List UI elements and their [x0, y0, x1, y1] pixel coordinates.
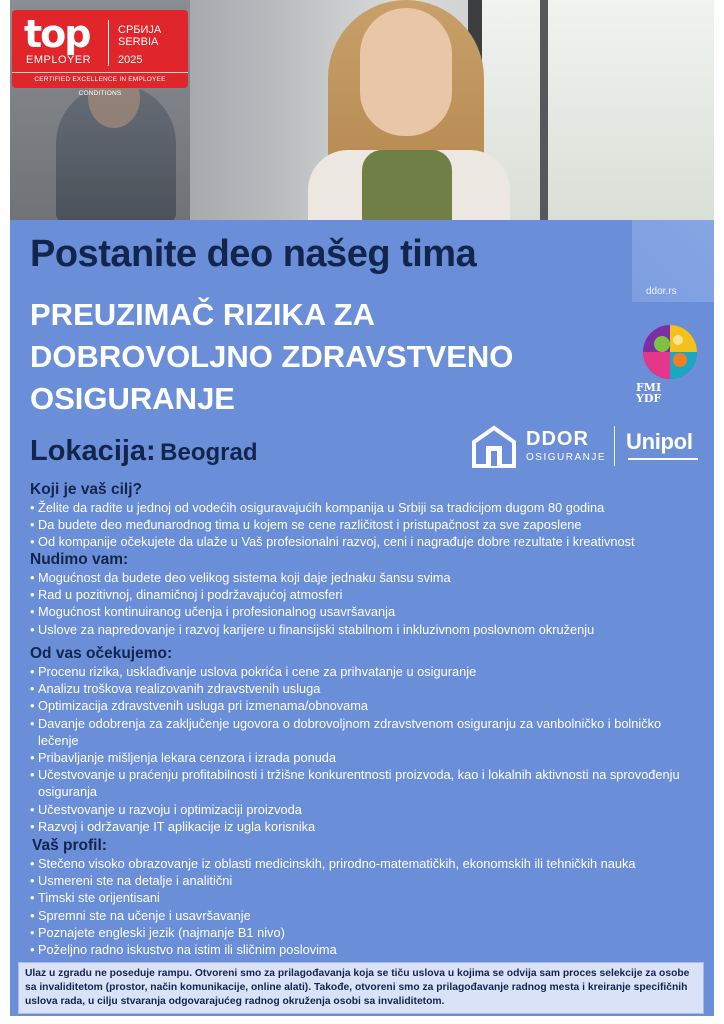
badge-year: 2025: [118, 54, 143, 66]
badge-country-cyrillic: СРБИЈА: [118, 24, 162, 36]
section-goal: [30, 481, 700, 551]
badge-employer: EMPLOYER: [26, 54, 92, 66]
section-expectations: [30, 645, 700, 835]
list-item: • Optimizacija zdravstvenih usluga pri izmenama/obnovama: [30, 697, 700, 714]
badge-country-latin: SERBIA: [118, 36, 159, 48]
location-value: Beograd: [160, 439, 258, 466]
ddor-logo-subtitle: OSIGURANJE: [526, 452, 607, 463]
list-item: • Od kompanije očekujete da ulaže u Vaš profesionalni razvoj, ceni i nagrađuje dobre rezultate i kreativnost: [30, 533, 700, 550]
section-heading: Nudimo vam:: [30, 551, 129, 568]
section-profile: [30, 837, 700, 958]
unipol-underline: [628, 458, 698, 460]
fmi-text-line1: FMI: [636, 381, 662, 394]
bullet-list: [30, 855, 700, 958]
list-item: • Stečeno visoko obrazovanje iz oblasti medicinskih, prirodno-matematičkih, ekonomskih ili tehničkih nauka: [30, 855, 700, 872]
website-label: ddor.rs: [646, 286, 677, 297]
badge-top-word: top: [24, 12, 90, 56]
top-employer-badge: [12, 10, 188, 97]
list-item: • Procenu rizika, usklađivanje uslova pokrića i cene za prihvatanje u osiguranje: [30, 663, 700, 680]
list-item: • Mogućnost da budete deo velikog sistema koji daje jednaku šansu svima: [30, 569, 700, 586]
list-item: • Analizu troškova realizovanih zdravstvenih usluga: [30, 680, 700, 697]
list-item: • Uslove za napredovanje i razvoj karijere u finansijski stabilnom i inkluzivnom poslovnom okruženju: [30, 621, 700, 638]
woman-shirt: [362, 150, 452, 222]
bullet-list: [30, 499, 700, 551]
badge-certified-text: CERTIFIED EXCELLENCE IN EMPLOYEE CONDITIONS: [12, 72, 188, 87]
woman-face: [360, 8, 452, 136]
location: [30, 432, 258, 475]
section-offer: [30, 551, 700, 638]
accessibility-note: Ulaz u zgradu ne poseduje rampu. Otvoreni smo za prilagođavanja koja se tiču uslova u kojima se odvija sam proces selekcije za osobe sa invaliditetom (prostor, način komunikacije, online alati). Takođe, otvoreni smo za prilagođavanje radnog mesta i kreiranje specifičnih uslova rada, u cilju stvaranja odgovarajućeg radnog okruženja osobi sa invaliditetom.: [18, 962, 704, 1014]
section-heading: Od vas očekujemo:: [30, 645, 173, 662]
list-item: • Poželjno radno iskustvo na istim ili sličnim poslovima: [30, 941, 700, 958]
job-title-line: DOBROVOLJNO ZDRAVSTVENO: [30, 339, 514, 374]
logo-separator: [614, 426, 615, 466]
list-item: • Poznajete engleski jezik (najmanje B1 nivo): [30, 924, 700, 941]
list-item: • Pribavljanje mišljenja lekara cenzora i izrada ponuda: [30, 749, 700, 766]
fmi-logo-text: [636, 382, 661, 404]
list-item: • Davanje odobrenja za zaključenje ugovora o dobrovoljnom zdravstvenom osiguranju za vanbolničko i bolničko lečenje: [30, 715, 700, 749]
list-item: • Timski ste orijentisani: [30, 889, 700, 906]
ddor-logo-name: DDOR: [526, 428, 589, 450]
location-label: Lokacija:: [30, 435, 156, 467]
section-heading: Koji je vaš cilj?: [30, 481, 142, 498]
unipol-logo: Unipol: [626, 429, 693, 454]
badge-divider: [108, 20, 109, 66]
list-item: • Učestvovanje u razvoju i optimizaciji proizvoda: [30, 801, 700, 818]
job-title: [30, 294, 630, 420]
bullet-list: [30, 663, 700, 835]
list-item: • Rad u pozitivnoj, dinamičnoj i podržavajućoj atmosferi: [30, 586, 700, 603]
job-title-line: PREUZIMAČ RIZIKA ZA: [30, 297, 375, 332]
hero-window: [478, 0, 714, 222]
hero-window-frame-secondary: [540, 0, 548, 222]
list-item: • Usmereni ste na detalje i analitični: [30, 872, 700, 889]
list-item: • Želite da radite u jednoj od vodećih osiguravajućih kompanija u Srbiji sa tradicijom dugom 80 godina: [30, 499, 700, 516]
list-item: • Da budete deo međunarodnog tima u kojem se cene različitost i pristupačnost za sve zaposlene: [30, 516, 700, 533]
bullet-list: [30, 569, 700, 638]
section-heading: Vaš profil:: [32, 837, 107, 854]
list-item: • Razvoj i održavanje IT aplikacije iz ugla korisnika: [30, 818, 700, 835]
page-title: Postanite deo našeg tima: [30, 233, 477, 275]
job-title-line: OSIGURANJE: [30, 381, 235, 416]
list-item: • Spremni ste na učenje i usavršavanje: [30, 907, 700, 924]
fmi-text-line2: YDF: [636, 392, 662, 405]
list-item: • Učestvovanje u praćenju profitabilnosti i tržišne konkurentnosti proizvoda, kao i lokalnih aktivnosti na sprovođenju osiguranja: [30, 766, 700, 800]
list-item: • Mogućnost kontinuiranog učenja i profesionalnog usavršavanja: [30, 603, 700, 620]
